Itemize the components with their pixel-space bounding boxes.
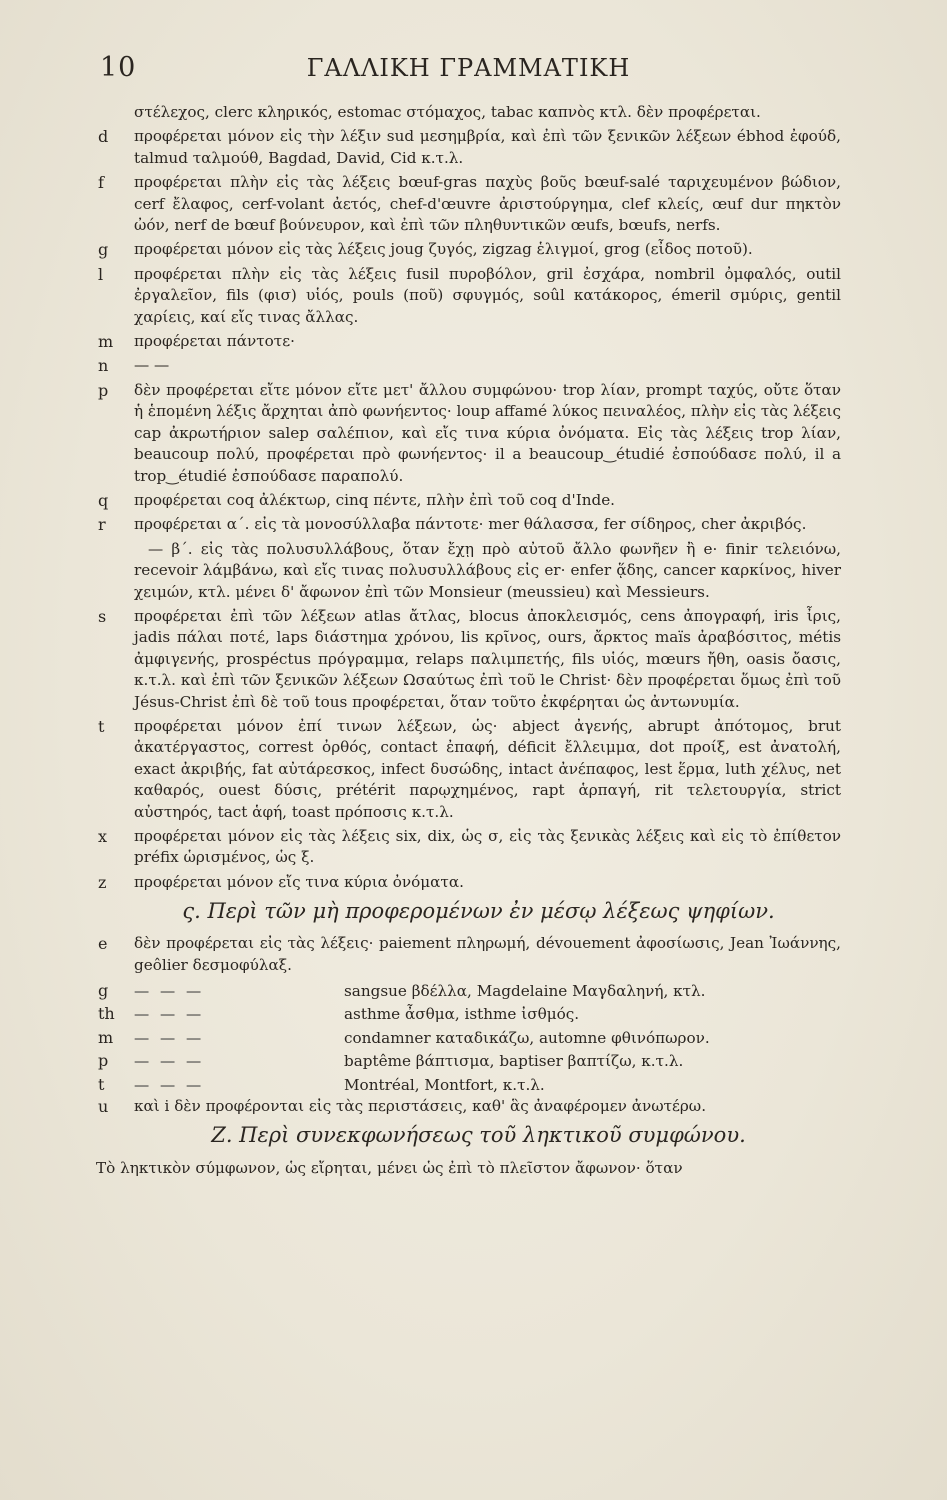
entry-row <box>96 239 841 260</box>
entry-row <box>96 539 841 603</box>
entry-row <box>96 355 841 376</box>
entry-letter: z <box>98 872 107 892</box>
entry-text: δὲν προφέρεται εἴτε μόνον εἴτε μετ' ἄλλου συμφώνου· trop λίαν, prompt ταχύς, οὔτε ὅταν ἡ ἑπομένη λέξις ἄρχηται ἀπὸ φωνήεντος· loup affamé λύκος πειναλέος, πλὴν εἰς τὰς λέξεις cap ἀκρωτήριον salep σαλέπιον, καὶ εἴς τινα κύρια ὀνόματα. Εἰς τὰς λέξεις trop λίαν, beaucoup πολύ, προφέρεται πρὸ φωνήεντος· il a beaucoup‿étudié ἐσπούδασε πολύ, il a trop‿étudié ἐσπούδασε παραπολύ. <box>134 380 842 485</box>
section-6-row <box>96 1026 841 1049</box>
section-6-row <box>96 979 841 1002</box>
entry-row <box>96 126 841 169</box>
entry-text: προφέρεται ἐπὶ τῶν λέξεων atlas ἄτλας, blocus ἀποκλεισμός, cens ἀπογραφή, iris ἶρις, jadis πάλαι ποτέ, laps διάστημα χρόνου, lis κρῖνος, ours, ἄρκτος maïs ἀραβόσιτος, métis ἀμφιγενής, prospéctus πρόγραμμα, relaps παλιμπετής, fils υἱός, mœurs ἤθη, oasis ὄασις, κ.τ.λ. καὶ ἐπὶ τῶν ξενικῶν λέξεων Ωσαύτως ἐπὶ τοῦ le Christ· δὲν προφέρεται ὅμως ἐπὶ τοῦ Jésus-Christ ἐπὶ δὲ τοῦ tous προφέρεται, ὅταν τοῦτο ἐκφέρηται ὡς ἀντωνυμία. <box>134 606 841 711</box>
page-header <box>100 52 837 92</box>
entry-text: condamner καταδικάζω, automne φθινόπωρον. <box>344 1028 710 1047</box>
entry-letter: l <box>98 264 104 284</box>
entry-row <box>96 716 841 823</box>
entry-row <box>96 102 841 123</box>
entry-text: προφέρεται μόνον ἐπί τινων λέξεων, ὡς· abject ἀγενής, abrupt ἀπότομος, brut ἀκατέργαστος, correst ὀρθός, contact ἐπαφή, déficit ἔλλειμμα, dot προίξ, est ἀνατολή, exact ἀκριβής, fat αὐτάρεσκος, infect δυσώδης, intact ἀνέπαφος, lest ἕρμα, luth χέλυς, net καθαρός, ouest δύσις, prétérit παρῳχημένος, rapt ἁρπαγή, rit τελετουργία, strict αὐστηρός, tact ἁφή, toast πρόποσις κ.τ.λ. <box>134 716 841 821</box>
entries-list <box>96 102 841 893</box>
page-number: 10 <box>100 52 137 83</box>
entry-text: προφέρεται πάντοτε· <box>134 332 295 351</box>
section-7-text: Τὸ ληκτικὸν σύμφωνον, ὡς εἴρηται, μένει ὡς ἐπὶ τὸ πλεῖστον ἄφωνον· ὅταν <box>96 1159 683 1178</box>
section-6-row <box>96 1073 841 1096</box>
entry-row <box>96 380 841 487</box>
entry-text: sangsue βδέλλα, Magdelaine Μαγδαληνή, κτλ. <box>344 982 706 1001</box>
entry-letter: m <box>98 1027 114 1047</box>
entry-letter: n <box>98 356 109 376</box>
ditto-dashes: — — — <box>134 1005 205 1024</box>
entry-row <box>96 872 841 893</box>
entry-letter: g <box>98 240 109 260</box>
entry-text: προφέρεται coq ἀλέκτωρ, cinq πέντε, πλὴν ἐπὶ τοῦ coq d'Inde. <box>134 490 616 509</box>
entry-text: asthme ἆσθμα, isthme ἰσθμός. <box>344 1005 580 1024</box>
entry-letter: q <box>98 490 109 510</box>
entry-text: Montréal, Montfort, κ.τ.λ. <box>344 1075 545 1094</box>
entry-text: προφέρεται μόνον εἰς τὴν λέξιν sud μεσημβρία, καὶ ἐπὶ τῶν ξενικῶν λέξεων ébhod ἐφούδ, talmud ταλμούθ, Bagdad, David, Cid κ.τ.λ. <box>134 127 841 167</box>
section-6-closing <box>96 1096 841 1117</box>
ditto-dashes: — — — <box>134 1075 205 1094</box>
entry-text: στέλεχος, clerc κληρικός, estomac στόμαχος, tabac καπνὸς κτλ. δὲν προφέρεται. <box>134 103 761 121</box>
section-6-row <box>96 1002 841 1025</box>
entry-letter: t <box>98 1074 105 1094</box>
entry-letter: t <box>98 716 105 736</box>
entry-letter <box>96 539 134 540</box>
section-6-row <box>96 1049 841 1072</box>
section-6-intro <box>96 933 841 976</box>
section-6-title: ς. Περὶ τῶν μὴ προφερομένων ἐν μέσῳ λέξεως ψηφίων. <box>182 899 775 924</box>
entry-text: προφέρεται πλὴν εἰς τὰς λέξεις fusil πυροβόλον, gril ἐσχάρα, nombril ὀμφαλός, outil ἐργαλεῖον, fils (φισ) υἱός, pouls (ποῦ) σφυγμός, soûl κατάκορος, émeril σμύρις, gentil χαρίεις, καί εἴς τινας ἄλλας. <box>134 264 841 326</box>
entry-text: προφέρεται πλὴν εἰς τὰς λέξεις bœuf-gras παχὺς βοῦς bœuf-salé ταριχευμένον βώδιον, cerf ἔλαφος, cerf-volant ἀετός, chef-d'œuvre ἀριστούργημα, clef κλείς, œuf dur πηκτὸν ὠόν, nerf de bœuf βούνευρον, καὶ ἐπὶ τῶν πληθυντικῶν œufs, bœufs, nerfs. <box>134 173 841 235</box>
entry-text: δὲν προφέρεται εἰς τὰς λέξεις· paiement πληρωμή, dévouement ἀφοσίωσις, Jean Ἰωάννης, geôlier δεσμοφύλαξ. <box>134 934 841 974</box>
entry-row <box>96 514 841 535</box>
page-body <box>96 102 841 1179</box>
entry-row <box>96 826 841 869</box>
ditto-dashes: — — — <box>134 1028 205 1047</box>
entry-row <box>96 331 841 352</box>
entry-letter: m <box>98 332 114 352</box>
entry-letter: f <box>98 173 104 193</box>
entry-text: — β΄. εἰς τὰς πολυσυλλάβους, ὅταν ἔχῃ πρὸ αὐτοῦ ἄλλο φωνῆεν ἢ e· finir τελειόνω, recevoir λάμβάνω, καὶ εἴς τινας πολυσυλλάβους εἰς er· enfer ᾅδης, cancer καρκίνος, hiver χειμών, κτλ. μένει δ' ἄφωνον ἐπὶ τῶν Monsieur (meussieu) καὶ Messieurs. <box>134 539 841 601</box>
entry-text: προφέρεται μόνον εἴς τινα κύρια ὀνόματα. <box>134 872 464 891</box>
entry-row <box>96 490 841 511</box>
entry-row <box>96 264 841 328</box>
entry-text: καὶ i δὲν προφέρονται εἰς τὰς περιστάσεις, καθ' ἃς ἀναφέρομεν ἀνωτέρω. <box>134 1097 707 1116</box>
entry-row <box>96 606 841 713</box>
entry-row <box>96 172 841 236</box>
entry-letter: d <box>98 127 109 147</box>
section-7-title: Ζ. Περὶ συνεκφωνήσεως τοῦ ληκτικοῦ συμφώνου. <box>211 1123 746 1148</box>
section-6-rows <box>96 979 841 1096</box>
entry-letter: r <box>98 515 106 535</box>
entry-letter: th <box>98 1004 115 1024</box>
entry-text: προφέρεται μόνον εἰς τὰς λέξεις joug ζυγός, zigzag ἑλιγμοί, grog (εἶδος ποτοῦ). <box>134 240 753 259</box>
entry-letter: p <box>98 1051 109 1071</box>
entry-text: — — <box>134 356 170 375</box>
ditto-dashes: — — — <box>134 1052 205 1071</box>
ditto-dashes: — — — <box>134 982 205 1001</box>
entry-text: baptême βάπτισμα, baptiser βαπτίζω, κ.τ.λ. <box>344 1052 684 1071</box>
entry-letter: e <box>98 934 108 954</box>
entry-letter: g <box>98 981 109 1001</box>
entry-letter: s <box>98 606 107 626</box>
entry-text: προφέρεται μόνον εἰς τὰς λέξεις six, dix, ὡς σ, εἰς τὰς ξενικὰς λέξεις καὶ εἰς τὸ ἐπίθετον préfix ὡρισμένος, ὡς ξ. <box>134 827 841 867</box>
entry-letter: x <box>98 827 108 846</box>
entry-letter: u <box>98 1097 109 1117</box>
running-title: ΓΑΛΛΙΚΗ ΓΡΑΜΜΑΤΙΚΗ <box>306 54 631 82</box>
entry-letter <box>96 102 134 103</box>
entry-letter: p <box>98 380 109 400</box>
entry-text: προφέρεται α΄. εἰς τὰ μονοσύλλαβα πάντοτε· mer θάλασσα, fer σίδηρος, cher ἀκριβός. <box>134 515 807 534</box>
